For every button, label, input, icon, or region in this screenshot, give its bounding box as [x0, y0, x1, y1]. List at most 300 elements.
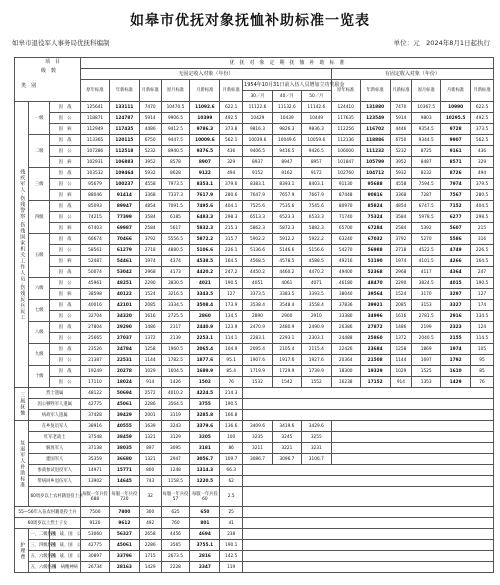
value-cell: 10470.5: [161, 102, 190, 113]
value-cell: 54270: [331, 245, 360, 256]
value-cell: 9161: [441, 146, 471, 157]
value-cell: 8403.1: [301, 179, 331, 190]
col-h11: 原月标准: [412, 80, 441, 102]
value-cell: 123.9: [220, 322, 243, 333]
value-cell: 1314.3: [190, 465, 220, 476]
group-demob: 复退军人补助标准: [15, 421, 29, 507]
value-cell: 2490.9: [301, 322, 331, 333]
value-cell: 6750: [390, 135, 412, 146]
value-cell: 2155: [441, 333, 471, 344]
table-cell: [243, 540, 494, 551]
value-cell: 1258: [139, 344, 161, 355]
value-cell: 8232: [412, 168, 441, 179]
value-cell: 119: [220, 562, 243, 573]
value-cell: 1525: [412, 366, 441, 377]
value-cell: 2085: [139, 300, 161, 311]
value-cell: 215.3: [220, 223, 243, 234]
value-cell: 1639: [139, 421, 161, 432]
table-row: [15, 124, 494, 135]
value-cell: 280.5: [471, 190, 494, 201]
value-cell: 88046: [81, 190, 110, 201]
value-cell: 95679: [81, 179, 110, 190]
value-cell: 2584: [390, 223, 412, 234]
value-cell: 2470.9: [243, 322, 273, 333]
value-cell: 32: [139, 487, 161, 507]
value-cell: 53042: [109, 267, 139, 278]
value-cell: 117635: [331, 113, 360, 124]
value-cell: 113365: [81, 135, 110, 146]
value-cell: 2139: [161, 333, 190, 344]
merit-1: 50／月: [301, 91, 331, 102]
value-cell: 3409.6: [243, 421, 273, 432]
value-cell: 13902: [81, 476, 110, 487]
row-label: 参战参试退役军人: [29, 465, 81, 476]
value-cell: 8383.1: [243, 179, 273, 190]
value-cell: 5106.6: [190, 245, 220, 256]
value-cell: 1486: [390, 322, 412, 333]
table-row: [15, 223, 494, 234]
level-label: 五级: [29, 234, 50, 278]
value-cell: 24784: [109, 344, 139, 355]
value-cell: 3343.5: [190, 289, 220, 300]
value-cell: 7287: [412, 190, 441, 201]
value-cell: 3056.7: [190, 454, 220, 465]
value-cell: 492: [139, 518, 161, 529]
group-care: 护理费: [15, 529, 29, 573]
type-label: 因 病: [50, 289, 81, 300]
value-cell: 26386: [331, 322, 360, 333]
value-cell: 4470.2: [301, 267, 331, 278]
value-cell: 3153: [412, 300, 441, 311]
value-cell: 7594.5: [412, 179, 441, 190]
type-label: 因 公: [50, 333, 81, 344]
table-row: [15, 540, 494, 551]
value-cell: 3755: [190, 399, 220, 410]
value-cell: 104.9: [220, 344, 243, 355]
value-cell: 29290: [109, 322, 139, 333]
value-cell: 7525.6: [243, 201, 273, 212]
value-cell: 20278: [109, 366, 139, 377]
value-cell: 173.9: [220, 300, 243, 311]
value-cell: 3334.5: [161, 300, 190, 311]
value-cell: 17110: [81, 377, 110, 388]
value-cell: 3285.8: [190, 410, 220, 421]
value-cell: 18024: [109, 377, 139, 388]
value-cell: 48122: [81, 388, 110, 399]
value-cell: 6483.3: [190, 212, 220, 223]
value-cell: 8628: [161, 168, 190, 179]
type-label: 因 战: [50, 344, 81, 355]
value-cell: 22426: [331, 344, 360, 355]
value-cell: 4880.5: [161, 245, 190, 256]
type-label: 因 公: [50, 179, 81, 190]
value-cell: 3508.4: [190, 300, 220, 311]
value-cell: 7495.6: [190, 201, 220, 212]
value-cell: 11122.6: [243, 102, 273, 113]
value-cell: 5136.6: [243, 245, 273, 256]
value-cell: 3096.7: [272, 454, 301, 465]
value-cell: 3205: [190, 432, 220, 443]
value-cell: 3119: [161, 410, 190, 421]
value-cell: 1869: [412, 344, 441, 355]
value-cell: 8487: [412, 157, 441, 168]
group-martyr: 三属抚恤: [15, 388, 29, 421]
value-cell: 42775: [81, 540, 110, 551]
table-row: [15, 168, 494, 179]
table-row: [15, 344, 494, 355]
value-cell: 39429: [109, 410, 139, 421]
value-cell: 492.5: [220, 113, 243, 124]
col-h9: 年新标准: [360, 80, 390, 102]
value-cell: 494: [220, 168, 243, 179]
value-cell: 2440.9: [190, 322, 220, 333]
value-cell: 2290: [390, 278, 412, 289]
value-cell: 2323: [441, 322, 471, 333]
value-cell: 3327: [441, 300, 471, 311]
value-cell: 9416.5: [272, 146, 301, 157]
value-cell: 4364: [441, 267, 471, 278]
value-cell: 45961: [81, 278, 110, 289]
value-cell: 3211: [243, 443, 273, 454]
row-label: 解放军人: [29, 443, 81, 454]
level-label: 十级: [29, 366, 50, 388]
header-level: 级 数: [41, 68, 57, 74]
value-cell: 247: [471, 267, 494, 278]
table-row: [15, 465, 494, 476]
value-cell: 2283.1: [243, 333, 273, 344]
value-cell: 4558: [390, 179, 412, 190]
value-cell: 114.1: [220, 333, 243, 344]
value-cell: 9907: [441, 135, 471, 146]
table-cell: [331, 454, 493, 465]
type-label: 因 公: [50, 113, 81, 124]
value-cell: 39564: [360, 289, 390, 300]
value-cell: 190.5: [220, 278, 243, 289]
value-cell: 4538.5: [190, 256, 220, 267]
value-cell: 123549: [360, 113, 390, 124]
value-cell: 4854: [139, 201, 161, 212]
value-cell: 3231: [301, 443, 331, 454]
value-cell: 5146.6: [272, 245, 301, 256]
value-cell: 2085: [390, 300, 412, 311]
value-cell: 164.5: [220, 256, 243, 267]
value-cell: 379.5: [471, 179, 494, 190]
value-cell: 65700: [331, 223, 360, 234]
value-cell: 106883: [109, 157, 139, 168]
value-cell: 166.8: [220, 410, 243, 421]
value-cell: 4450.2: [243, 267, 273, 278]
level-label: 六级: [29, 278, 50, 300]
value-cell: 436: [220, 146, 243, 157]
value-cell: 10049.6: [272, 135, 301, 146]
value-cell: 5232: [390, 146, 412, 157]
table-row: [15, 157, 494, 168]
value-cell: 7974: [441, 179, 471, 190]
value-cell: 95.1: [220, 355, 243, 366]
value-cell: 120115: [109, 135, 139, 146]
value-cell: 77399: [109, 212, 139, 223]
table-row: [15, 234, 494, 245]
value-cell: 2228: [161, 562, 190, 573]
row-label: 一、二级伤残: [29, 529, 50, 540]
type-label: 因 战: [50, 135, 81, 146]
value-cell: 315.7: [220, 234, 243, 245]
value-cell: 1429: [441, 377, 471, 388]
value-cell: 5617: [161, 223, 190, 234]
level-label: 九级: [29, 344, 50, 366]
col-h4: 月新标准: [190, 80, 220, 102]
value-cell: 9172: [301, 168, 331, 179]
value-cell: 3373.5: [243, 289, 273, 300]
value-cell: 51190: [360, 256, 390, 267]
table-row: [15, 562, 494, 573]
value-cell: 1542: [272, 377, 301, 388]
value-cell: 5932: [390, 168, 412, 179]
value-cell: 2725.5: [161, 311, 190, 322]
value-cell: 23526: [81, 344, 110, 355]
value-cell: 298.5: [471, 212, 494, 223]
value-cell: 每服一年兵役720: [109, 487, 139, 507]
value-cell: 30897: [81, 551, 110, 562]
header-item: 项 目: [45, 59, 61, 65]
merit-3: 30／月: [243, 91, 273, 102]
col-h12b: 月新标准: [471, 80, 494, 102]
row-label: 在乡复员军人: [29, 421, 81, 432]
value-cell: 2816: [190, 551, 220, 562]
value-cell: 每服一年兵役57: [161, 487, 190, 507]
value-cell: 136.6: [220, 421, 243, 432]
value-cell: 4578.5: [272, 256, 301, 267]
value-cell: 9406.5: [243, 146, 273, 157]
value-cell: 每服一年兵役688: [81, 487, 110, 507]
value-cell: 10399: [190, 113, 220, 124]
value-cell: 1321: [139, 432, 161, 443]
value-cell: 3429.6: [301, 421, 331, 432]
value-cell: 6750: [139, 135, 161, 146]
value-cell: 2001: [139, 410, 161, 421]
value-cell: 5392: [412, 223, 441, 234]
value-cell: 2105.4: [272, 344, 301, 355]
type-label: 因 病: [50, 223, 81, 234]
value-cell: 1974: [139, 256, 161, 267]
value-cell: 91130: [331, 179, 360, 190]
value-cell: 3181: [190, 443, 220, 454]
value-cell: 3419.6: [272, 421, 301, 432]
value-cell: 4117: [412, 267, 441, 278]
table-cell: [243, 487, 494, 507]
value-cell: 316: [471, 234, 494, 245]
value-cell: 8571: [441, 157, 471, 168]
value-cell: 61279: [109, 245, 139, 256]
value-cell: 800: [139, 465, 161, 476]
value-cell: 5872.2: [190, 234, 220, 245]
col-h10: 月新标准: [390, 80, 412, 102]
value-cell: 3216.5: [161, 289, 190, 300]
value-cell: 3755.1: [190, 540, 220, 551]
value-cell: 3243: [161, 421, 190, 432]
value-cell: 28163: [109, 562, 139, 573]
value-cell: 4456: [161, 529, 190, 540]
issuer: 如皋市退役军人事务局优抚科编制: [12, 39, 110, 47]
value-cell: 6277: [441, 212, 471, 223]
value-cell: 6523.3: [272, 212, 301, 223]
value-cell: 6185: [161, 212, 190, 223]
value-cell: 127: [471, 289, 494, 300]
value-cell: 226.1: [220, 245, 243, 256]
value-cell: 2286: [139, 399, 161, 410]
value-cell: 109464: [109, 168, 139, 179]
value-cell: 5556.5: [161, 234, 190, 245]
value-cell: 39921: [360, 300, 390, 311]
header-pre1954: 1954年10月31日前入伍人员增加立功奖励金: [243, 80, 332, 91]
value-cell: 7545.6: [301, 201, 331, 212]
type-label: 因 病: [50, 256, 81, 267]
level-label: 二级: [29, 135, 50, 168]
value-cell: 34996: [360, 311, 390, 322]
value-cell: 3584: [390, 212, 412, 223]
value-cell: 2900: [272, 311, 301, 322]
row-sublabel: 国 战、国 公: [50, 529, 81, 540]
row-sublabel: 国 战、国 公: [50, 551, 81, 562]
value-cell: 42775: [81, 399, 110, 410]
value-cell: 38040: [331, 289, 360, 300]
value-cell: 50074: [81, 267, 110, 278]
value-cell: 每服一年兵役60: [190, 487, 220, 507]
value-cell: 46180: [331, 278, 360, 289]
type-label: 因 病: [50, 190, 81, 201]
value-cell: 1974: [390, 256, 412, 267]
value-cell: 2317: [161, 322, 190, 333]
value-cell: 7091.5: [161, 201, 190, 212]
value-cell: 1429: [139, 562, 161, 573]
value-cell: 7667.9: [301, 190, 331, 201]
value-cell: 622.1: [220, 102, 243, 113]
value-cell: 190.1: [220, 540, 243, 551]
value-cell: 1792: [441, 355, 471, 366]
value-cell: 1715: [139, 551, 161, 562]
value-cell: 2293.1: [272, 333, 301, 344]
value-cell: 87448: [331, 190, 360, 201]
value-cell: 118886: [360, 135, 390, 146]
row-sublabel: 国 战、国 公: [50, 540, 81, 551]
row-label: 建国军人: [29, 454, 81, 465]
value-cell: 1729.9: [272, 366, 301, 377]
value-cell: 67284: [360, 223, 390, 234]
value-cell: 53060: [81, 529, 110, 540]
value-cell: 3095: [161, 443, 190, 454]
type-label: 因 战: [50, 234, 81, 245]
table-cell: [243, 518, 494, 529]
type-label: 因 战: [50, 322, 81, 333]
value-cell: 2286: [139, 540, 161, 551]
value-cell: 1616: [139, 311, 161, 322]
table-row: [15, 443, 494, 454]
value-cell: 25: [220, 507, 243, 518]
value-cell: 2968: [139, 267, 161, 278]
row-label: 三、四级伤残: [29, 540, 50, 551]
value-cell: 4173: [161, 267, 190, 278]
value-cell: 9612: [109, 518, 139, 529]
value-cell: 63240: [331, 234, 360, 245]
col-h0: 原年标准: [81, 80, 110, 102]
value-cell: 6513.3: [243, 212, 273, 223]
value-cell: 1220.5: [190, 476, 220, 487]
value-cell: 4071: [301, 278, 331, 289]
value-cell: 102931: [81, 157, 110, 168]
table-cell: [243, 562, 494, 573]
value-cell: 1782.5: [161, 355, 190, 366]
value-cell: 914: [139, 377, 161, 388]
value-cell: 6747.5: [412, 201, 441, 212]
value-cell: 2095.4: [243, 344, 273, 355]
table-row: [15, 212, 494, 223]
table-row: [15, 146, 494, 157]
value-cell: 2480.9: [272, 322, 301, 333]
value-cell: 404.5: [471, 201, 494, 212]
value-cell: 7152: [441, 201, 471, 212]
value-cell: 4854: [390, 201, 412, 212]
value-cell: 1372: [390, 333, 412, 344]
value-cell: 562.1: [220, 135, 243, 146]
value-cell: 226.5: [471, 245, 494, 256]
value-cell: 1907.6: [243, 355, 273, 366]
value-cell: 37428: [81, 410, 110, 421]
value-cell: 3792: [390, 234, 412, 245]
type-label: 因 战: [50, 102, 81, 113]
row-label: 烈士遗属: [29, 388, 81, 399]
value-cell: 9162: [272, 168, 301, 179]
value-cell: 1610: [441, 366, 471, 377]
value-cell: 897: [139, 443, 161, 454]
value-cell: 37836: [331, 300, 360, 311]
value-cell: 66674: [81, 234, 110, 245]
value-cell: 4101.5: [412, 256, 441, 267]
table-row: [15, 102, 494, 113]
value-cell: 4522.5: [412, 245, 441, 256]
standards-table: [14, 57, 494, 573]
value-cell: 48251: [109, 278, 139, 289]
value-cell: 34320: [109, 311, 139, 322]
value-cell: 3221: [272, 443, 301, 454]
value-cell: 9447.5: [161, 135, 190, 146]
value-cell: 38459: [109, 432, 139, 443]
table-cell: [243, 388, 494, 399]
value-cell: 1552: [301, 377, 331, 388]
value-cell: 7337.3: [161, 190, 190, 201]
value-cell: 5586: [441, 234, 471, 245]
value-cell: 66.3: [220, 465, 243, 476]
value-cell: 5914: [390, 113, 412, 124]
value-cell: 1144: [139, 355, 161, 366]
value-cell: 3170: [412, 289, 441, 300]
type-label: 因 战: [50, 267, 81, 278]
value-cell: 3086.7: [243, 454, 273, 465]
table-row: [15, 278, 494, 289]
value-cell: 7470: [139, 102, 161, 113]
value-cell: 19329: [360, 366, 390, 377]
value-cell: 101847: [331, 157, 360, 168]
value-cell: 32704: [81, 311, 110, 322]
value-cell: 117435: [109, 124, 139, 135]
value-cell: 3564.5: [161, 399, 190, 410]
value-cell: 112256: [331, 124, 360, 135]
row-label: 带病回乡退伍军人: [29, 476, 81, 487]
page-title: 如皋市优抚对象抚恤补助标准一览表: [130, 13, 370, 29]
value-cell: 27037: [109, 333, 139, 344]
value-cell: 3255: [301, 432, 331, 443]
value-cell: 5932: [139, 168, 161, 179]
table-cell: [331, 432, 493, 443]
